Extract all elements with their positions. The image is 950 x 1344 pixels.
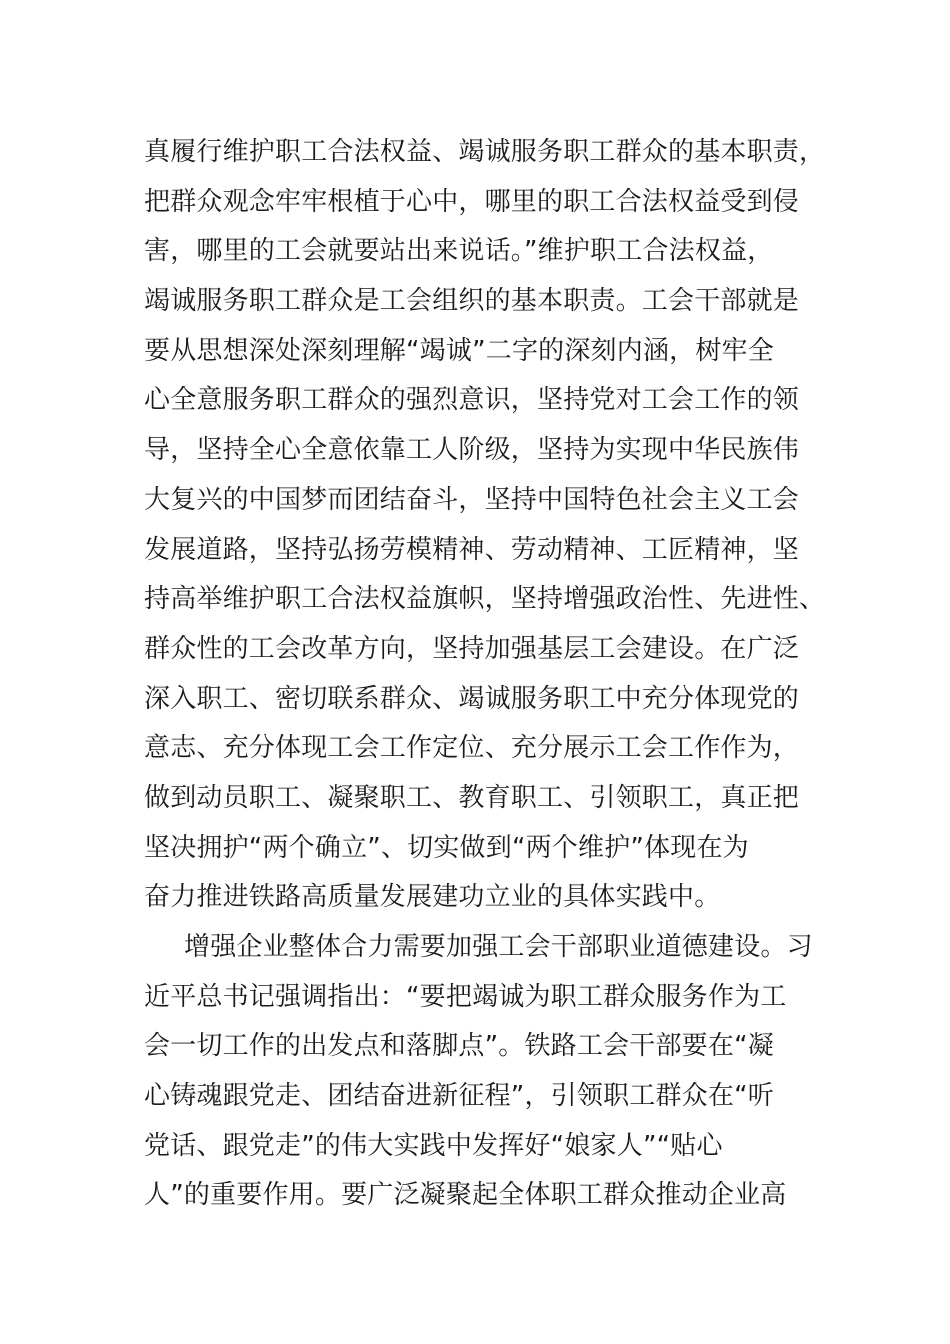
text-line: 竭诚服务职工群众是工会组织的基本职责。工会干部就是 [144, 286, 800, 317]
text-line: 发展道路，坚持弘扬劳模精神、劳动精神、工匠精神，坚 [144, 534, 800, 565]
text-line: 把群众观念牢牢根植于心中，哪里的职工合法权益受到侵 [144, 186, 800, 217]
text-line: 持高举维护职工合法权益旗帜，坚持增强政治性、先进性、 [144, 584, 826, 615]
text-line: 党话、跟党走”的伟大实践中发挥好“娘家人”“贴心 [144, 1130, 723, 1161]
text-line: 要从思想深处深刻理解“竭诚”二字的深刻内涵，树牢全 [144, 335, 774, 366]
text-line: 奋力推进铁路高质量发展建功立业的具体实践中。 [144, 882, 721, 913]
text-line: 群众性的工会改革方向，坚持加强基层工会建设。在广泛 [144, 633, 800, 664]
text-line: 做到动员职工、凝聚职工、教育职工、引领职工，真正把 [144, 782, 800, 813]
text-line: 心全意服务职工群众的强烈意识，坚持党对工会工作的领 [144, 385, 800, 416]
text-line: 深入职工、密切联系群众、竭诚服务职工中充分体现党的 [144, 683, 800, 714]
text-line: 导，坚持全心全意依靠工人阶级，坚持为实现中华民族伟 [144, 435, 800, 466]
text-line: 会一切工作的出发点和落脚点”。铁路工会干部要在“凝 [144, 1031, 774, 1062]
text-line: 真履行维护职工合法权益、竭诚服务职工群众的基本职责， [144, 137, 826, 167]
text-line: 大复兴的中国梦而团结奋斗，坚持中国特色社会主义工会 [144, 484, 800, 515]
text-line: 人”的重要作用。要广泛凝聚起全体职工群众推动企业高 [144, 1180, 787, 1211]
text-line: 意志、充分体现工会工作定位、充分展示工会工作作为， [144, 733, 800, 764]
body-text [144, 128, 824, 1221]
text-line: 害，哪里的工会就要站出来说话。”维护职工合法权益， [144, 236, 774, 267]
text-line: 坚决拥护“两个确立”、切实做到“两个维护”体现在为 [144, 832, 749, 863]
text-line: 心铸魂跟党走、团结奋进新征程”，引领职工群众在“听 [144, 1081, 774, 1112]
text-line: 近平总书记强调指出：“要把竭诚为职工群众服务作为工 [144, 981, 787, 1012]
paragraph-first-line: 增强企业整体合力需要加强工会干部职业道德建设。习 [184, 932, 813, 962]
